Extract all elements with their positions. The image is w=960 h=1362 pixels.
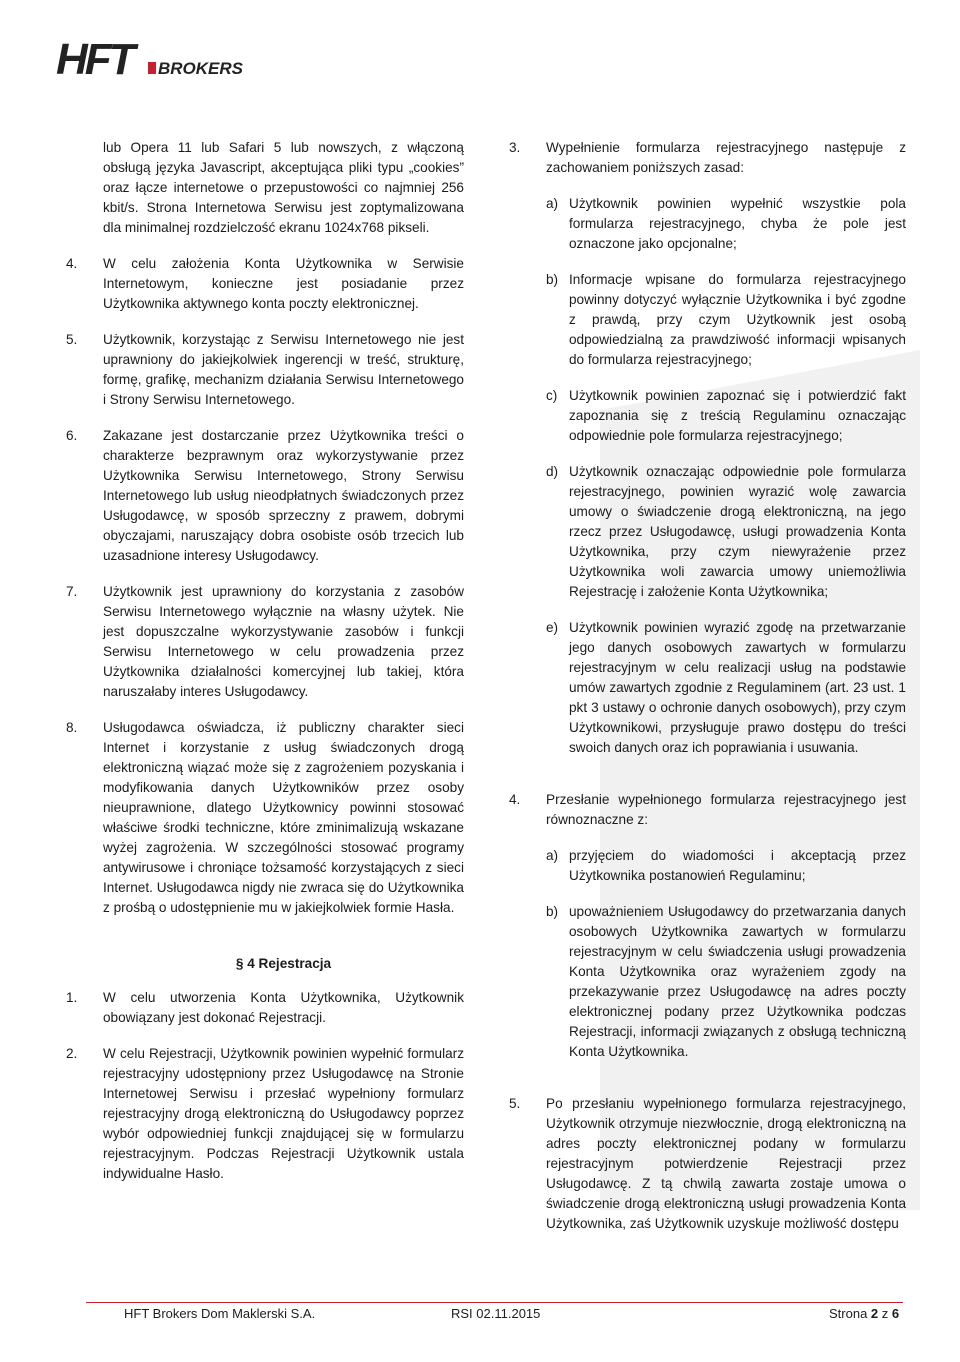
item-number: 2. xyxy=(66,1046,78,1061)
sub-letter: b) xyxy=(546,904,559,919)
section-heading: § 4 Rejestracja xyxy=(235,956,332,971)
sub-letter: d) xyxy=(546,464,559,479)
sub-text: Użytkownik powinien wypełnić wszystkie pola formularza rejestracyjnego, chyba że pole jest oznaczone jako opcjonalne; xyxy=(569,196,906,251)
item-text: Użytkownik jest uprawniony do korzystania z zasobów Serwisu Internetowego wyłącznie na własny użytek. Nie jest dopuszczalne wykorzystywanie zasobów i funkcji Serwisu Internetowego w celu prowadzenia przez Użytkownika działalności komercyjnej lub takiej, która naruszałaby interes Usługodawcy. xyxy=(103,584,464,699)
page-total: 6 xyxy=(891,1306,900,1321)
item-number: 4. xyxy=(66,256,78,271)
sub-item-a xyxy=(546,194,906,254)
item-text: W celu Rejestracji, Użytkownik powinien wypełnić formularz rejestracyjny udostępniony przez Usługodawcę na Stronie Internetowej Serwisu i przesłać wypełniony formularz rejestracyjny drogą elektroniczną do Usługodawcy poprzez wybór odpowiedniej funkcji znajdującej się w formularzu rejestracyjnym. Podczas Rejestracji Użytkownik ustala indywidualne Hasło. xyxy=(103,1046,464,1181)
list-item-5-right xyxy=(509,1094,906,1234)
list-item-7 xyxy=(66,582,464,702)
item-number: 5. xyxy=(509,1096,521,1111)
intro-paragraph: lub Opera 11 lub Safari 5 lub nowszych, z włączoną obsługą języka Javascript, akceptująca pliki typu „cookies” oraz łącze internetowe o przepustowości co najmniej 256 kbit/s. Strona Internetowa Serwisu jest zoptymalizowana dla minimalnej rozdzielczość ekranu 1024x768 pikseli. xyxy=(103,140,464,235)
page-separator: z xyxy=(878,1306,892,1321)
sub-text: Użytkownik powinien wyrazić zgodę na przetwarzanie jego danych osobowych zawartych w formularzu rejestracyjnym w celu realizacji usług na podstawie umów zawartych zgodnie z Regulaminem (art. 23 ust. 1 pkt 3 ustawy o ochronie danych osobowych), przy czym Użytkownikowi, przysługuje prawo dostępu do treści swoich danych oraz ich poprawiania i usuwania. xyxy=(569,620,906,755)
sub-text: upoważnieniem Usługodawcy do przetwarzania danych osobowych Użytkownika zawartych w formularzu rejestracyjnym w celu świadczenia usługi prowadzenia Konta Użytkownika oraz wyrażeniem zgody na przekazywanie przez Usługodawcę na adres poczty elektronicznej podany przez Użytkownika podczas Rejestracji, informacji związanych z obsługą techniczną Konta Użytkownika. xyxy=(569,904,906,1059)
sub-item-d xyxy=(546,462,906,602)
hft-brokers-logo xyxy=(56,36,256,80)
sub-letter: b) xyxy=(546,272,559,287)
logo-text: BROKERS xyxy=(158,59,244,78)
sub-letter: e) xyxy=(546,620,559,635)
footer-doc-ref: RSI 02.11.2015 xyxy=(451,1306,541,1321)
footer-page-number xyxy=(829,1306,899,1321)
item-text: W celu utworzenia Konta Użytkownika, Użytkownik obowiązany jest dokonać Rejestracji. xyxy=(103,990,464,1025)
item-body xyxy=(546,138,906,774)
footer-company: HFT Brokers Dom Maklerski S.A. xyxy=(124,1306,316,1321)
right-column xyxy=(509,138,906,1250)
logo-accent-square xyxy=(148,62,156,74)
sub-letter: a) xyxy=(546,848,559,863)
sub-item-b xyxy=(546,902,906,1062)
list-item-8 xyxy=(66,718,464,918)
sub-item-e xyxy=(546,618,906,758)
sub-item-b xyxy=(546,270,906,370)
item-text: Usługodawca oświadcza, iż publiczny charakter sieci Internet i korzystanie z usług świadczonych drogą elektroniczną wiązać może się z zagrożeniem pozyskania i modyfikowania danych Użytkowników przez osoby nieuprawnione, dlatego Użytkownicy powinni stosować właściwe środki techniczne, które zminimalizują wskazane wyżej zagrożenia. W szczególności stosować programy antywirusowe i chroniące tożsamość korzystających z sieci Internet. Usługodawca nigdy nie zwraca się do Użytkownika z prośbą o udostępnienie mu w jakiejkolwiek formie Hasła. xyxy=(103,720,464,915)
section-item-2 xyxy=(66,1044,464,1184)
left-column xyxy=(66,138,464,1200)
sub-text: Informacje wpisane do formularza rejestracyjnego powinny dotyczyć wyłącznie Użytkownika i być zgodne z prawdą, przy czym Użytkownik jest osobą odpowiedzialną za prawdziwość informacji wpisanych do formularza rejestracyjnego; xyxy=(569,272,906,367)
list-item-4-right xyxy=(509,790,906,1078)
item-text: Wypełnienie formularza rejestracyjnego następuje z zachowaniem poniższych zasad: xyxy=(546,140,906,175)
item-number: 8. xyxy=(66,720,78,735)
page-current: 2 xyxy=(870,1306,879,1321)
sub-item-a xyxy=(546,846,906,886)
item-text: W celu założenia Konta Użytkownika w Serwisie Internetowym, konieczne jest posiadanie przez Użytkownika aktywnego konta poczty elektronicznej. xyxy=(103,256,464,311)
item-body xyxy=(546,790,906,1078)
item-text: Po przesłaniu wypełnionego formularza rejestracyjnego, Użytkownik otrzymuje niezwłocznie, drogą elektroniczną na adres poczty elektronicznej podany w formularzu rejestracyjnym potwierdzenie Rejestracji przez Usługodawcę. Z tą chwilą zawarta zostaje umowa o świadczenie drogą elektroniczną usługi prowadzenia Konta Użytkownika, zaś Użytkownik uzyskuje możliwość dostępu xyxy=(546,1096,906,1231)
sub-list xyxy=(546,194,906,758)
item-number: 4. xyxy=(509,792,521,807)
sub-letter: a) xyxy=(546,196,559,211)
item-number: 6. xyxy=(66,428,78,443)
list-item-4 xyxy=(66,254,464,314)
list-item-5 xyxy=(66,330,464,410)
footer-divider xyxy=(86,1302,903,1303)
sub-text: Użytkownik oznaczając odpowiednie pole formularza rejestracyjnego, powinien wyrazić wolę zawarcia umowy o świadczenie drogą elektroniczną, na jego rzecz przez Usługodawcę, usługi prowadzenia Konta Użytkownika, przy czym niewyrażenie przez Użytkownika woli zawarcia umowy uniemożliwia Rejestrację i założenie Konta Użytkownika; xyxy=(569,464,906,599)
sub-text: przyjęciem do wiadomości i akceptacją przez Użytkownika postanowień Regulaminu; xyxy=(569,848,906,883)
section-item-1 xyxy=(66,988,464,1028)
item-number: 5. xyxy=(66,332,78,347)
item-text: Przesłanie wypełnionego formularza rejestracyjnego jest równoznaczne z: xyxy=(546,792,906,827)
item-number: 1. xyxy=(66,990,78,1005)
page-prefix: Strona xyxy=(829,1306,871,1321)
logo-mark: HFT xyxy=(56,36,133,80)
item-text: Zakazane jest dostarczanie przez Użytkownika treści o charakterze bezprawnym oraz wykorzystywanie przez Użytkownika Serwisu Internetowego, Strony Serwisu Internetowego lub usług nieodpłatnych świadczonych przez Usługodawcę, w sposób sprzeczny z prawem, dobrymi obyczajami, naruszający dobra osobiste osób trzecich lub uzasadnione interesy Usługodawcy. xyxy=(103,428,464,563)
item-number: 7. xyxy=(66,584,78,599)
list-item-3 xyxy=(509,138,906,774)
item-number: 3. xyxy=(509,140,521,155)
sub-letter: c) xyxy=(546,388,558,403)
list-item-6 xyxy=(66,426,464,566)
item-text: Użytkownik, korzystając z Serwisu Internetowego nie jest uprawniony do jakiejkolwiek ingerencji w treść, strukturę, formę, grafikę, mechanizm działania Serwisu Internetowego i Strony Serwisu Internetowego. xyxy=(103,332,464,407)
sub-text: Użytkownik powinien zapoznać się i potwierdzić fakt zapoznania się z treścią Regulaminu oznaczając odpowiednie pole formularza rejestracyjnego; xyxy=(569,388,906,443)
sub-item-c xyxy=(546,386,906,446)
sub-list xyxy=(546,846,906,1062)
